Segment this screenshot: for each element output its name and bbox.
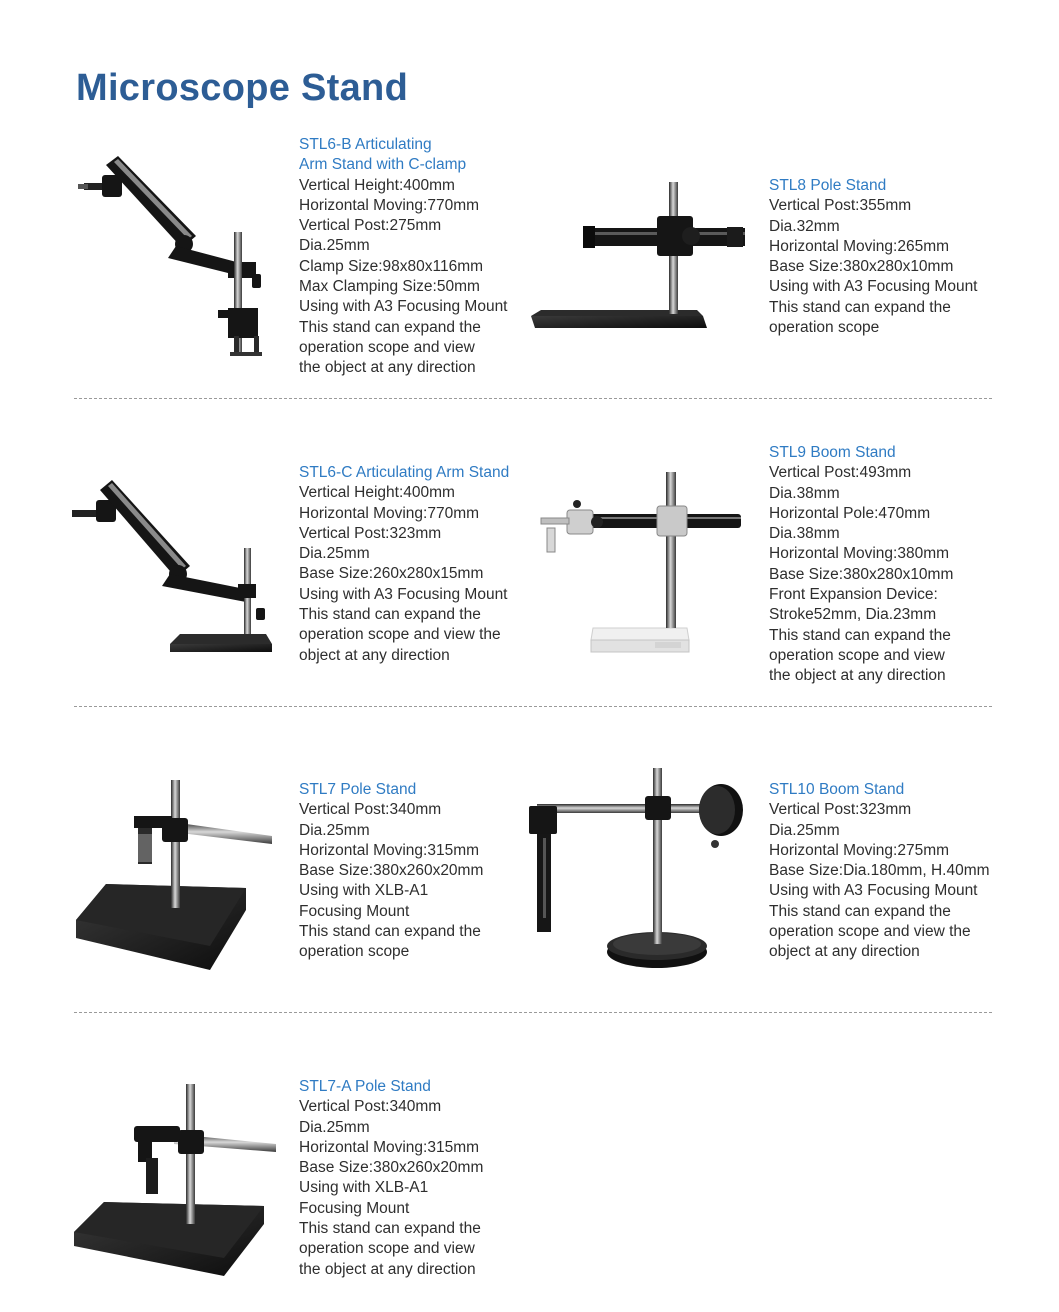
page-title: Microscope Stand bbox=[76, 67, 409, 110]
spec-item: Dia.25mm bbox=[299, 237, 370, 255]
spec-item: operation scope and view bbox=[299, 1240, 475, 1258]
spec-item: object at any direction bbox=[299, 646, 450, 664]
spec-item: Focusing Mount bbox=[299, 902, 410, 920]
product-name: STL10 Boom Stand bbox=[769, 781, 905, 798]
spec-item: object at any direction bbox=[769, 943, 920, 961]
spec-item: This stand can expand the bbox=[299, 606, 481, 624]
spec-item: Vertical Post:323mm bbox=[769, 801, 912, 819]
spec-item: the object at any direction bbox=[769, 667, 946, 685]
spec-item: This stand can expand the bbox=[769, 902, 951, 920]
product-stl7 bbox=[299, 780, 483, 963]
product-stl8 bbox=[769, 176, 978, 338]
product-stl7a bbox=[299, 1077, 483, 1280]
boom-stand-round-base-icon bbox=[527, 766, 747, 976]
product-name: STL6-C Articulating Arm Stand bbox=[299, 464, 510, 481]
spec-item: Using with A3 Focusing Mount bbox=[299, 585, 508, 603]
spec-item: Horizontal Moving:275mm bbox=[769, 841, 950, 859]
spec-item: Using with XLB-A1 bbox=[299, 882, 429, 900]
pole-stand-plate-icon bbox=[531, 180, 751, 330]
spec-item: This stand can expand the bbox=[769, 626, 951, 644]
spec-item: Dia.32mm bbox=[769, 217, 840, 235]
spec-item: Horizontal Moving:380mm bbox=[769, 545, 950, 563]
spec-item: Dia.25mm bbox=[299, 821, 370, 839]
boom-stand-white-base-icon bbox=[537, 470, 743, 660]
stl8-stand-image bbox=[531, 180, 751, 330]
spec-item: Focusing Mount bbox=[299, 1199, 410, 1217]
product-name: STL9 Boom Stand bbox=[769, 444, 896, 461]
spec-item: This stand can expand the bbox=[769, 298, 951, 316]
spec-item: Horizontal Moving:770mm bbox=[299, 196, 480, 214]
spec-item: Base Size:380x260x20mm bbox=[299, 1159, 484, 1177]
spec-item: Vertical Post:355mm bbox=[769, 197, 912, 215]
spec-item: Base Size:Dia.180mm, H.40mm bbox=[769, 862, 990, 880]
spec-item: Horizontal Moving:315mm bbox=[299, 1138, 480, 1156]
spec-item: the object at any direction bbox=[299, 359, 476, 377]
spec-item: Vertical Height:400mm bbox=[299, 484, 455, 502]
spec-item: Dia.25mm bbox=[769, 821, 840, 839]
spec-item: Vertical Post:340mm bbox=[299, 801, 442, 819]
pole-stand-boom-holder-icon bbox=[74, 1082, 278, 1278]
product-stl9 bbox=[769, 443, 953, 687]
product-name: STL8 Pole Stand bbox=[769, 177, 887, 194]
articulating-arm-base-icon bbox=[70, 472, 276, 657]
stl7a-stand-image bbox=[74, 1082, 278, 1278]
spec-item: Vertical Height:400mm bbox=[299, 176, 455, 194]
stl7-stand-image bbox=[76, 778, 272, 974]
spec-item: Base Size:260x280x15mm bbox=[299, 565, 484, 583]
spec-list bbox=[769, 196, 978, 338]
spec-item: Horizontal Moving:315mm bbox=[299, 841, 480, 859]
stl6b-stand-image bbox=[78, 150, 270, 360]
spec-item: operation scope and view bbox=[299, 338, 475, 356]
spec-item: Dia.38mm bbox=[769, 525, 840, 543]
spec-item: Dia.38mm bbox=[769, 484, 840, 502]
product-stl6b bbox=[299, 135, 508, 379]
spec-list bbox=[299, 800, 483, 962]
articulating-arm-c-clamp-icon bbox=[78, 150, 270, 360]
section-divider bbox=[74, 706, 992, 707]
spec-item: Base Size:380x280x10mm bbox=[769, 258, 954, 276]
pole-stand-boom-icon bbox=[76, 778, 272, 974]
spec-list bbox=[299, 1097, 483, 1280]
section-divider bbox=[74, 1012, 992, 1013]
spec-item: Vertical Post:275mm bbox=[299, 217, 442, 235]
spec-item: Max Clamping Size:50mm bbox=[299, 278, 480, 296]
spec-item: Horizontal Moving:265mm bbox=[769, 237, 950, 255]
product-name: STL7 Pole Stand bbox=[299, 781, 417, 798]
spec-item: operation scope bbox=[769, 319, 880, 337]
spec-item: Front Expansion Device: bbox=[769, 586, 938, 604]
spec-item: Horizontal Moving:770mm bbox=[299, 504, 480, 522]
spec-item: Using with XLB-A1 bbox=[299, 1179, 429, 1197]
spec-item: Horizontal Pole:470mm bbox=[769, 504, 931, 522]
spec-item: Dia.25mm bbox=[299, 1118, 370, 1136]
section-divider bbox=[74, 398, 992, 399]
spec-item: Using with A3 Focusing Mount bbox=[769, 278, 978, 296]
spec-list bbox=[769, 800, 990, 962]
spec-list bbox=[299, 483, 509, 666]
product-name: STL6-B Articulating Arm Stand with C-clamp bbox=[299, 136, 467, 174]
spec-list bbox=[769, 463, 953, 686]
spec-item: Clamp Size:98x80x116mm bbox=[299, 257, 484, 275]
product-stl6c bbox=[299, 463, 509, 666]
product-name: STL7-A Pole Stand bbox=[299, 1078, 431, 1095]
spec-item: operation scope and view the bbox=[769, 923, 971, 941]
spec-item: Base Size:380x260x20mm bbox=[299, 862, 484, 880]
spec-item: Vertical Post:340mm bbox=[299, 1098, 442, 1116]
spec-list bbox=[299, 176, 508, 379]
spec-item: operation scope and view the bbox=[299, 626, 501, 644]
spec-item: Using with A3 Focusing Mount bbox=[299, 298, 508, 316]
spec-item: operation scope bbox=[299, 943, 410, 961]
spec-item: This stand can expand the bbox=[299, 923, 481, 941]
spec-item: Vertical Post:493mm bbox=[769, 464, 912, 482]
spec-item: This stand can expand the bbox=[299, 318, 481, 336]
spec-item: This stand can expand the bbox=[299, 1220, 481, 1238]
spec-item: Using with A3 Focusing Mount bbox=[769, 882, 978, 900]
spec-item: Dia.25mm bbox=[299, 545, 370, 563]
spec-item: the object at any direction bbox=[299, 1260, 476, 1278]
spec-item: Vertical Post:323mm bbox=[299, 524, 442, 542]
stl10-stand-image bbox=[527, 766, 747, 976]
spec-item: Base Size:380x280x10mm bbox=[769, 565, 954, 583]
spec-item: operation scope and view bbox=[769, 646, 945, 664]
stl6c-stand-image bbox=[70, 472, 276, 657]
product-stl10 bbox=[769, 780, 990, 963]
stl9-stand-image bbox=[537, 470, 743, 660]
spec-item: Stroke52mm, Dia.23mm bbox=[769, 606, 937, 624]
